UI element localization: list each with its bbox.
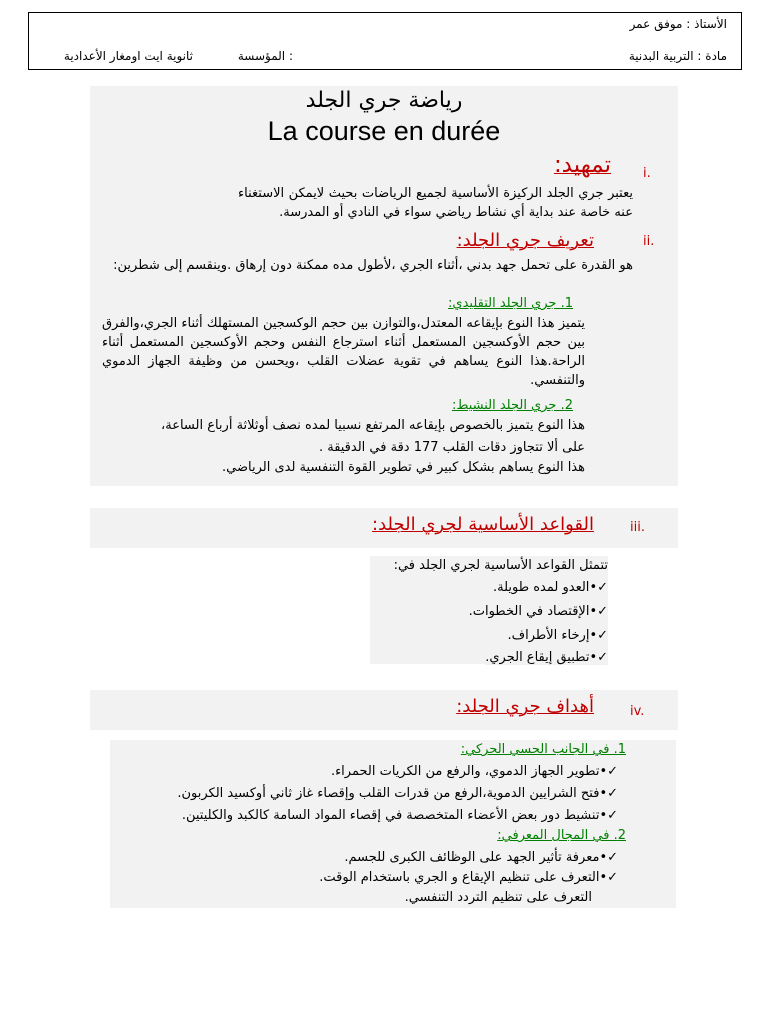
institution-label: المؤسسة :: [237, 49, 293, 63]
check-bullet-icon: ✓•: [599, 764, 618, 779]
list-item: [493, 580, 608, 595]
list-item-text: التعرف على تنظيم الإيقاع و الجري باستخدام الوقت.: [319, 870, 600, 885]
list-item-text: إرخاء الأطراف.: [507, 628, 590, 643]
list-item-text: تنشيط دور بعض الأعضاء المتخصصة في إقصاء المواد السامة كالكبد والكليتين.: [181, 808, 600, 823]
section-ii-text: هو القدرة على تحمل جهد بدني ،أثناء الجري ،لأطول مده ممكنة دون إرهاق .وينقسم إلى شطرين:: [113, 258, 633, 273]
section-i-heading: [554, 152, 611, 178]
section-iv-sub2: 2. في المجال المعرفي:: [497, 828, 626, 843]
section-ii-sub1: 1. جري الجلد التقليدي:: [448, 296, 573, 311]
check-bullet-icon: ✓•: [589, 604, 608, 619]
list-item-text: تطوير الجهاز الدموي، والرفع من الكريات الحمراء.: [330, 764, 600, 779]
section-i-heading-text: تمهيد:: [553, 152, 611, 178]
section-ii-text2a: هذا النوع يتميز بالخصوص بإيقاعه المرتفع نسبيا لمده نصف أوثلاثة أرباع الساعة،: [161, 418, 585, 433]
list-item: [485, 650, 608, 665]
check-bullet-icon: ✓•: [599, 808, 618, 823]
list-item-text: معرفة تأثير الجهد على الوظائف الكبرى للجسم.: [344, 850, 600, 865]
section-ii-heading-text: تعريف جري الجلد:: [456, 230, 594, 251]
list-item: [177, 786, 618, 801]
section-iv-list: [110, 740, 676, 908]
list-item: [331, 764, 618, 779]
list-item-text: فتح الشرايين الدموية،الرفع من قدرات القلب وإقصاء غاز ثاني أوكسيد الكربون.: [177, 786, 600, 801]
list-item: [319, 870, 618, 885]
section-iii-panel: [90, 508, 678, 548]
list-item-text: الإقتصاد في الخطوات.: [468, 604, 590, 619]
section-ii-text2c: هذا النوع يساهم بشكل كبير في تطوير القوة التنفسية لدى الرياضي.: [221, 460, 585, 475]
section-iv-heading: [456, 696, 594, 717]
list-item: [508, 628, 608, 643]
title-french: La course en durée: [267, 116, 501, 146]
list-item: [469, 604, 608, 619]
list-item-text: تطبيق إيقاع الجري.: [485, 650, 590, 665]
section-iv-panel: [90, 690, 678, 730]
section-iii-list: [370, 556, 608, 664]
section-iii-heading: [372, 514, 594, 535]
header-box: [28, 12, 742, 70]
list-item-text: العدو لمده طويلة.: [493, 580, 590, 595]
check-bullet-icon: ✓•: [589, 580, 608, 595]
intro-panel: [90, 86, 678, 486]
section-iv-extra: التعرف على تنظيم التردد التنفسي.: [404, 890, 592, 905]
check-bullet-icon: ✓•: [589, 650, 608, 665]
section-iv-number: iv.: [630, 704, 645, 719]
teacher-name: الأستاذ : موفق عمر: [629, 17, 727, 31]
check-bullet-icon: ✓•: [599, 786, 618, 801]
check-bullet-icon: ✓•: [599, 850, 618, 865]
list-item: [182, 808, 618, 823]
section-i-text: يعتبر جري الجلد الركيزة الأساسية لجميع الرياضات بحيث لايمكن الاستغناء عنه خاصة عند بداية أي نشاط رياضي سواء في النادي أو المدرسة.: [238, 186, 633, 220]
section-ii-text2b: على ألا تتجاوز دقات القلب 177 دقة في الدقيقة .: [318, 440, 585, 455]
section-ii-number: ii.: [643, 234, 655, 249]
title-arabic: رياضة جري الجلد: [305, 88, 463, 113]
section-ii-sub2: 2. جري الجلد النشيط:: [451, 398, 573, 413]
list-item: [344, 850, 618, 865]
section-ii-heading: [457, 230, 594, 251]
section-iii-number: iii.: [630, 520, 645, 535]
subject: مادة : التربية البدنية: [628, 49, 727, 63]
section-iv-sub1: 1. في الجانب الحسي الحركي:: [460, 742, 626, 757]
institution-name: ثانوية ايت اومغار الأعدادية: [63, 49, 193, 63]
section-ii-text1: يتميز هذا النوع بإيقاعه المعتدل،والتوازن بين حجم الوكسجين المستهلك أثناء الجري،والفرق بين حجم الأوكسجين المستعمل أثناء استرجاع النفس وحجم الأوكسجين المستعمل أثناء الراحة.هذا النوع يساهم في تقوية عضلات القلب ،ويحسن من وظيفة الجهاز الدموي والتنفسي.: [102, 316, 585, 388]
check-bullet-icon: ✓•: [599, 870, 618, 885]
section-iii-intro: تتمثل القواعد الأساسية لجري الجلد في:: [393, 558, 608, 573]
section-i-number: i.: [643, 166, 651, 181]
section-iv-heading-text: أهداف جري الجلد:: [456, 696, 594, 717]
section-iii-heading-text: القواعد الأساسية لجري الجلد:: [372, 514, 594, 535]
check-bullet-icon: ✓•: [589, 628, 608, 643]
